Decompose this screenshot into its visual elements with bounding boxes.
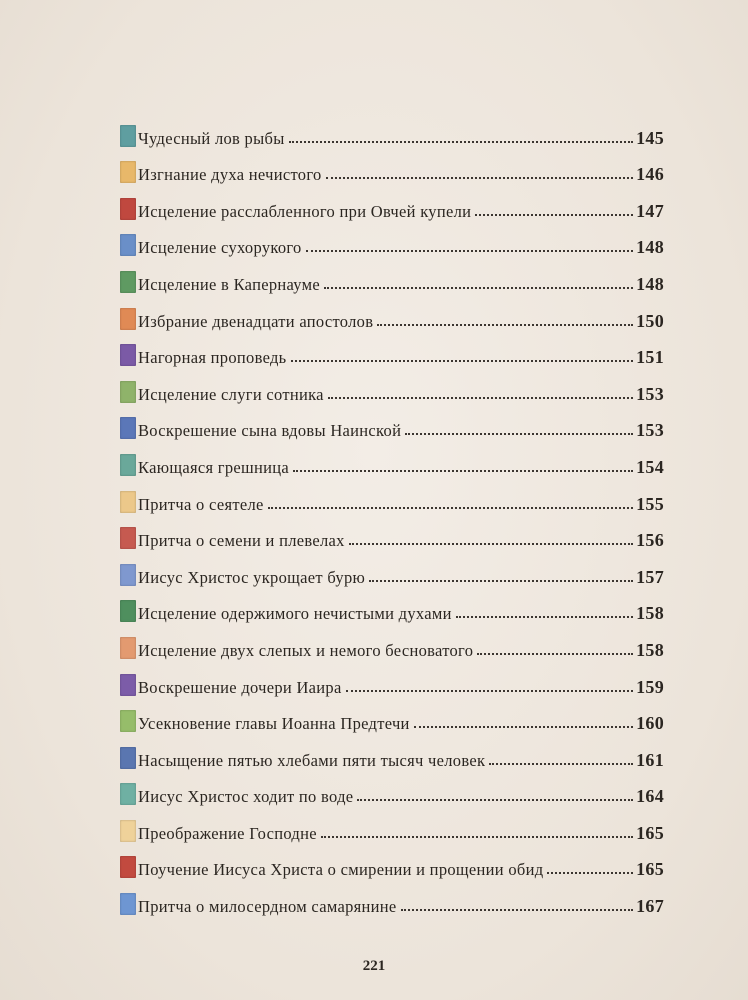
toc-entry bbox=[120, 588, 664, 625]
toc-entry-title: Исцеление одержимого нечистыми духами bbox=[138, 604, 452, 624]
toc-entry bbox=[120, 624, 664, 661]
toc-entry-page: 146 bbox=[636, 164, 664, 185]
dot-leader bbox=[414, 726, 633, 728]
dot-leader bbox=[377, 324, 633, 326]
toc-entry-title: Усекновение главы Иоанна Предтечи bbox=[138, 714, 410, 734]
decorated-initial-icon bbox=[120, 856, 136, 878]
decorated-initial-icon bbox=[120, 381, 136, 403]
decorated-initial-icon bbox=[120, 454, 136, 476]
toc-entry bbox=[120, 295, 664, 332]
decorated-initial-icon bbox=[120, 783, 136, 805]
toc-entry-title: Притча о сеятеле bbox=[138, 494, 264, 514]
decorated-initial-icon bbox=[120, 417, 136, 439]
toc-entry bbox=[120, 368, 664, 405]
dot-leader bbox=[405, 433, 633, 435]
toc-entry-page: 158 bbox=[636, 603, 664, 624]
dot-leader bbox=[349, 543, 633, 545]
dot-leader bbox=[357, 799, 633, 801]
toc-entry-page: 167 bbox=[636, 896, 664, 917]
toc-entry-page: 154 bbox=[636, 456, 664, 477]
toc-entry-page: 145 bbox=[636, 127, 664, 148]
toc-entry-title: Притча о семени и плевелах bbox=[138, 531, 345, 551]
decorated-initial-icon bbox=[120, 198, 136, 220]
toc-entry bbox=[120, 515, 664, 552]
dot-leader bbox=[489, 763, 633, 765]
decorated-initial-icon bbox=[120, 674, 136, 696]
decorated-initial-icon bbox=[120, 308, 136, 330]
dot-leader bbox=[291, 360, 634, 362]
toc-entry-page: 155 bbox=[636, 493, 664, 514]
toc-entry bbox=[120, 149, 664, 186]
toc-entry-page: 147 bbox=[636, 200, 664, 221]
dot-leader bbox=[306, 250, 633, 252]
toc-entry-page: 156 bbox=[636, 530, 664, 551]
toc-entry-page: 165 bbox=[636, 822, 664, 843]
toc-entry-title: Притча о милосердном самарянине bbox=[138, 897, 397, 917]
toc-entry-title: Исцеление в Капернауме bbox=[138, 274, 320, 294]
toc-entry bbox=[120, 661, 664, 698]
dot-leader bbox=[477, 653, 633, 655]
dot-leader bbox=[369, 580, 633, 582]
toc-entry bbox=[120, 771, 664, 808]
toc-entry bbox=[120, 478, 664, 515]
toc-entry-title: Чудесный лов рыбы bbox=[138, 128, 285, 148]
toc-entry-title: Изгнание духа нечистого bbox=[138, 165, 322, 185]
decorated-initial-icon bbox=[120, 344, 136, 366]
toc-entry-title: Воскрешение сына вдовы Наинской bbox=[138, 421, 402, 441]
toc-entry-page: 158 bbox=[636, 639, 664, 660]
decorated-initial-icon bbox=[120, 564, 136, 586]
toc-entry bbox=[120, 807, 664, 844]
toc-entry bbox=[120, 551, 664, 588]
toc-entry bbox=[120, 880, 664, 917]
toc-entry-title: Исцеление двух слепых и немого бесноватого bbox=[138, 640, 474, 660]
toc-entry bbox=[120, 258, 664, 295]
toc-entry bbox=[120, 734, 664, 771]
dot-leader bbox=[401, 909, 634, 911]
toc-entry-title: Воскрешение дочери Иаира bbox=[138, 677, 342, 697]
table-of-contents bbox=[120, 112, 664, 917]
toc-entry bbox=[120, 112, 664, 149]
toc-entry-title: Иисус Христос укрощает бурю bbox=[138, 567, 366, 587]
toc-entry bbox=[120, 185, 664, 222]
decorated-initial-icon bbox=[120, 637, 136, 659]
toc-entry bbox=[120, 332, 664, 369]
dot-leader bbox=[456, 616, 633, 618]
dot-leader bbox=[324, 287, 633, 289]
dot-leader bbox=[321, 836, 633, 838]
toc-entry-title: Преображение Господне bbox=[138, 823, 317, 843]
toc-entry-title: Нагорная проповедь bbox=[138, 348, 287, 368]
toc-entry-title: Иисус Христос ходит по воде bbox=[138, 787, 354, 807]
dot-leader bbox=[289, 141, 634, 143]
toc-entry-page: 157 bbox=[636, 566, 664, 587]
decorated-initial-icon bbox=[120, 234, 136, 256]
toc-entry bbox=[120, 844, 664, 881]
toc-entry-page: 151 bbox=[636, 347, 664, 368]
toc-entry-title: Поучение Иисуса Христа о смирении и прощении обид bbox=[138, 860, 544, 880]
dot-leader bbox=[475, 214, 633, 216]
toc-entry-title: Исцеление расслабленного при Овчей купели bbox=[138, 201, 472, 221]
toc-entry-page: 165 bbox=[636, 859, 664, 880]
decorated-initial-icon bbox=[120, 600, 136, 622]
decorated-initial-icon bbox=[120, 820, 136, 842]
toc-entry-title: Кающаяся грешница bbox=[138, 457, 290, 477]
toc-entry-page: 148 bbox=[636, 237, 664, 258]
dot-leader bbox=[547, 872, 633, 874]
dot-leader bbox=[328, 397, 633, 399]
decorated-initial-icon bbox=[120, 527, 136, 549]
dot-leader bbox=[326, 177, 634, 179]
toc-entry-page: 159 bbox=[636, 676, 664, 697]
decorated-initial-icon bbox=[120, 491, 136, 513]
toc-entry-page: 153 bbox=[636, 420, 664, 441]
toc-entry-page: 160 bbox=[636, 713, 664, 734]
toc-entry-title: Исцеление слуги сотника bbox=[138, 384, 324, 404]
dot-leader bbox=[346, 690, 633, 692]
toc-entry-page: 164 bbox=[636, 786, 664, 807]
decorated-initial-icon bbox=[120, 125, 136, 147]
decorated-initial-icon bbox=[120, 747, 136, 769]
toc-entry-page: 153 bbox=[636, 383, 664, 404]
decorated-initial-icon bbox=[120, 893, 136, 915]
dot-leader bbox=[268, 507, 633, 509]
toc-entry bbox=[120, 698, 664, 735]
toc-entry bbox=[120, 405, 664, 442]
toc-entry bbox=[120, 441, 664, 478]
toc-entry-page: 150 bbox=[636, 310, 664, 331]
toc-entry-title: Исцеление сухорукого bbox=[138, 238, 302, 258]
toc-entry bbox=[120, 222, 664, 259]
decorated-initial-icon bbox=[120, 161, 136, 183]
decorated-initial-icon bbox=[120, 271, 136, 293]
toc-entry-page: 161 bbox=[636, 749, 664, 770]
toc-entry-title: Избрание двенадцати апостолов bbox=[138, 311, 374, 331]
toc-entry-title: Насыщение пятью хлебами пяти тысяч человек bbox=[138, 750, 486, 770]
dot-leader bbox=[293, 470, 633, 472]
page-number: 221 bbox=[362, 958, 386, 974]
toc-entry-page: 148 bbox=[636, 273, 664, 294]
decorated-initial-icon bbox=[120, 710, 136, 732]
